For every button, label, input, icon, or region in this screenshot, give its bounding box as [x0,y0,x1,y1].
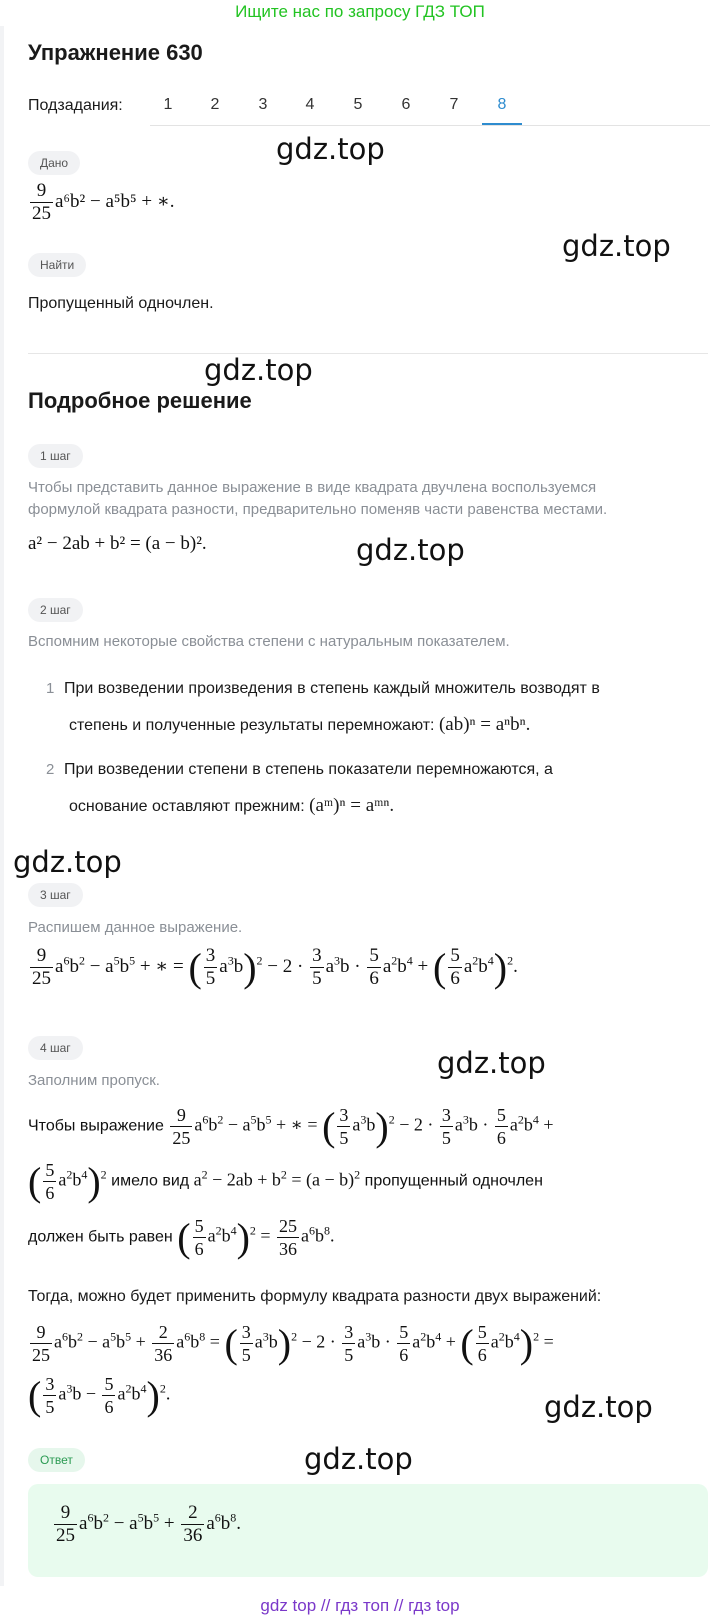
top-banner[interactable]: Ищите нас по запросу ГДЗ ТОП [235,2,485,21]
section-divider [28,353,708,354]
tab-subtask-2[interactable]: 2 [210,96,220,113]
watermark: gdz.top [13,845,122,879]
step4-badge: 4 шаг [28,1036,83,1060]
step4-paragraph-line2: ( $\frac{5}{6}$ $a^2b^4)^2$ имело вид $a^2 - 2ab + b^2 = (a - b)^2$ пропущенный одночлен [28,1159,543,1204]
watermark: gdz.top [276,132,385,166]
step4-formula-line1: $\frac{9}{25}$ $a^6b^2 - a^5b^5$ + $\frac{2}{36}$ $a^6b^8$ = ( $\frac{3}{5}$ $a^3b)^2 - 2$ · $\frac{3}{5}$ $a^3b$ · $\frac{5}{6}$ $a^2b^4$ + ( $\frac{5}{6}$ $a^2b^4)^2$ = [32,1321,554,1366]
step3-formula: $\frac{9}{25}$ $a^6b^2 - a^5b^5$ + ∗ = ( $\frac{3}{5}$ $a^3b)^2 - 2$ · $\frac{3}{5}$ $a^3b$ · $\frac{5}{6}$ $a^2b^4$ + ( $\frac{5}{6}$ $a^2b^4)^2$. [32,945,518,990]
step3-badge: 3 шаг [28,883,83,907]
active-tab-indicator [482,123,522,125]
solution-title: Подробное решение [28,388,252,413]
list-item-1-line2: степень и полученные результаты перемножают: (ab)ⁿ = aⁿbⁿ. [69,714,531,735]
list-item-2-line1: При возведении степени в степень показатели перемножаются, а [64,761,553,778]
bottom-links[interactable]: gdz top // гдз топ // гдз top [260,1596,460,1615]
step1-badge: 1 шаг [28,444,83,468]
step2-badge: 2 шаг [28,598,83,622]
tab-subtask-6[interactable]: 6 [401,96,411,113]
tab-subtask-4[interactable]: 4 [305,96,315,113]
answer-formula: $\frac{9}{25}$ $a^6b^2 - a^5b^5$ + $\frac{2}{36}$ $a^6b^8$. [56,1502,241,1546]
list-item-1-line1: При возведении произведения в степень каждый множитель возводят в [64,680,600,697]
watermark: gdz.top [437,1046,546,1080]
find-badge: Найти [28,253,86,277]
step1-formula: a² − 2ab + b² = (a − b)². [28,533,207,554]
list-item-1-number: 1 [46,680,55,697]
step4-paragraph-line3: должен быть равен ( $\frac{5}{6}$ $a^2b^4)^2$ = $\frac{25}{36}$ $a^6b^8$. [28,1215,335,1260]
watermark: gdz.top [544,1390,653,1424]
given-badge: Дано [28,151,80,175]
answer-badge: Ответ [28,1448,85,1472]
subtasks-label: Подзадания: [28,97,123,114]
tab-subtask-7[interactable]: 7 [449,96,459,113]
step1-text-line1: Чтобы представить данное выражение в виде квадрата двучлена воспользуемся [28,479,597,496]
watermark: gdz.top [356,533,465,567]
watermark: gdz.top [304,1442,413,1476]
page-title: Упражнение 630 [28,40,203,65]
step4-paragraph-line1: Чтобы выражение $\frac{9}{25}$ $a^6b^2 - a^5b^5$ + ∗ = ( $\frac{3}{5}$ $a^3b)^2 - 2$ · $\frac{3}{5}$ $a^3b$ · $\frac{5}{6}$ $a^2b^4$ + [28,1104,554,1149]
step4-formula-line2: ( $\frac{3}{5}$ $a^3b$ − $\frac{5}{6}$ $a^2b^4)^2$. [28,1373,171,1418]
watermark: gdz.top [562,229,671,263]
step2-text: Вспомним некоторые свойства степени с натуральным показателем. [28,633,510,650]
tab-subtask-8[interactable]: 8 [497,96,507,113]
step3-text: Распишем данное выражение. [28,919,243,936]
step4-text: Заполним пропуск. [28,1072,160,1089]
list-item-2-line2: основание оставляют прежним: (aᵐ)ⁿ = aᵐⁿ. [69,795,395,816]
given-expression: $\frac{9}{25}$ a⁶b² − a⁵b⁵ + ∗. [32,180,175,224]
subtasks-divider [150,125,710,126]
find-text: Пропущенный одночлен. [28,295,214,312]
step4-paragraph-2: Тогда, можно будет применить формулу квадрата разности двух выражений: [28,1288,602,1305]
watermark: gdz.top [204,353,313,387]
left-rule [0,26,4,1586]
list-item-2-number: 2 [46,761,55,778]
tab-subtask-3[interactable]: 3 [258,96,268,113]
tab-subtask-5[interactable]: 5 [353,96,363,113]
step1-text-line2: формулой квадрата разности, предварительно поменяв части равенства местами. [28,501,608,518]
tab-subtask-1[interactable]: 1 [163,96,173,113]
